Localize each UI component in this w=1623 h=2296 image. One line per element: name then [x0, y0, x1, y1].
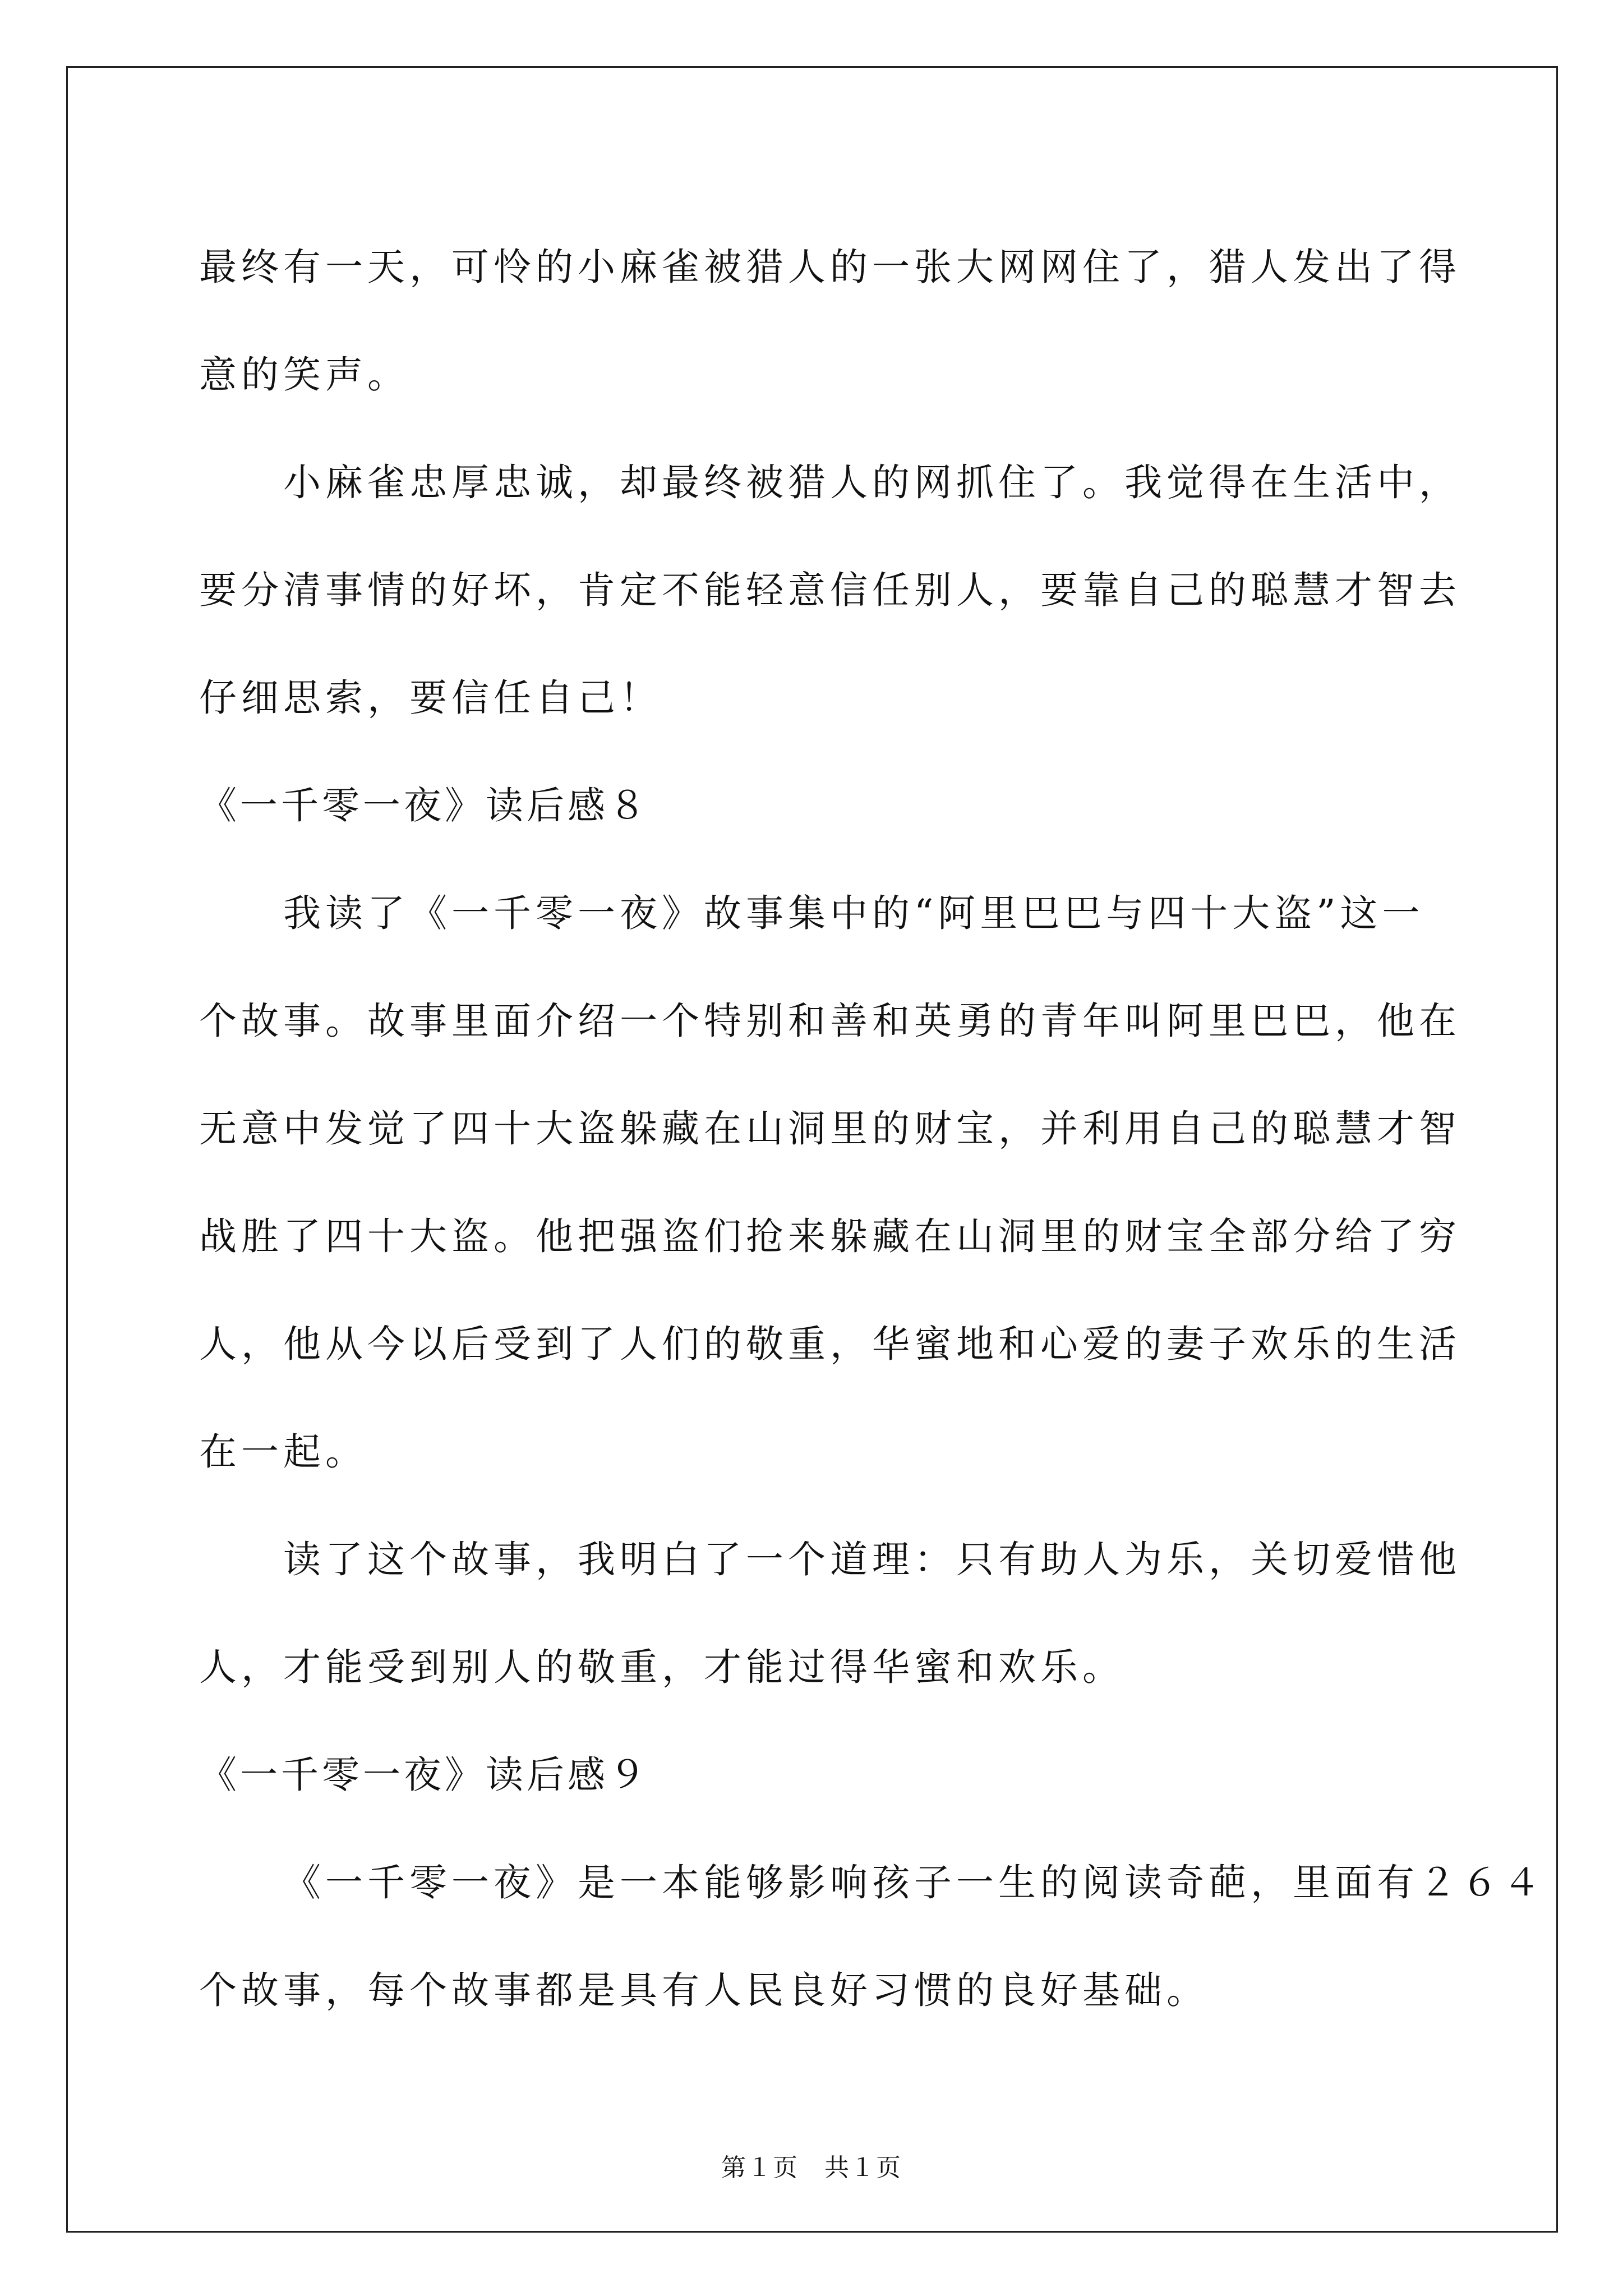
text-line: 在一起。: [199, 1430, 367, 1474]
text-line: 仔细思索，要信任自己！: [199, 676, 662, 720]
text-line: 最终有一天，可怜的小麻雀被猎人的一张大网网住了，猎人发出了得: [199, 245, 1461, 289]
text-line: 人，才能受到别人的敬重，才能过得华蜜和欢乐。: [199, 1645, 1124, 1689]
page-footer: 第１页 共１页: [721, 2154, 902, 2182]
text-line: 要分清事情的好坏，肯定不能轻意信任别人，要靠自己的聪慧才智去: [199, 568, 1461, 612]
document-body: [199, 213, 1545, 2044]
text-line: 战胜了四十大盗。他把强盗们抢来躲藏在山洞里的财宝全部分给了穷: [199, 1214, 1461, 1258]
text-line: 个故事。故事里面介绍一个特别和善和英勇的青年叫阿里巴巴，他在: [199, 999, 1461, 1043]
section-heading: 《一千零一夜》读后感８: [199, 784, 649, 827]
text-line: 个故事，每个故事都是具有人民良好习惯的良好基础。: [199, 1968, 1209, 2012]
section-heading: 《一千零一夜》读后感９: [199, 1753, 649, 1797]
text-line: 无意中发觉了四十大盗躲藏在山洞里的财宝，并利用自己的聪慧才智: [199, 1107, 1461, 1151]
text-line: 读了这个故事，我明白了一个道理：只有助人为乐，关切爱惜他: [283, 1538, 1461, 1581]
text-line: 小麻雀忠厚忠诚，却最终被猎人的网抓住了。我觉得在生活中，: [283, 461, 1461, 504]
text-line: 意的笑声。: [199, 353, 409, 397]
text-line: 《一千零一夜》是一本能够影响孩子一生的阅读奇葩，里面有２６４: [283, 1861, 1545, 1904]
text-line: 人，他从今以后受到了人们的敬重，华蜜地和心爱的妻子欢乐的生活: [199, 1322, 1461, 1366]
text-line: 我读了《一千零一夜》故事集中的“阿里巴巴与四十大盗”这一: [283, 891, 1424, 935]
